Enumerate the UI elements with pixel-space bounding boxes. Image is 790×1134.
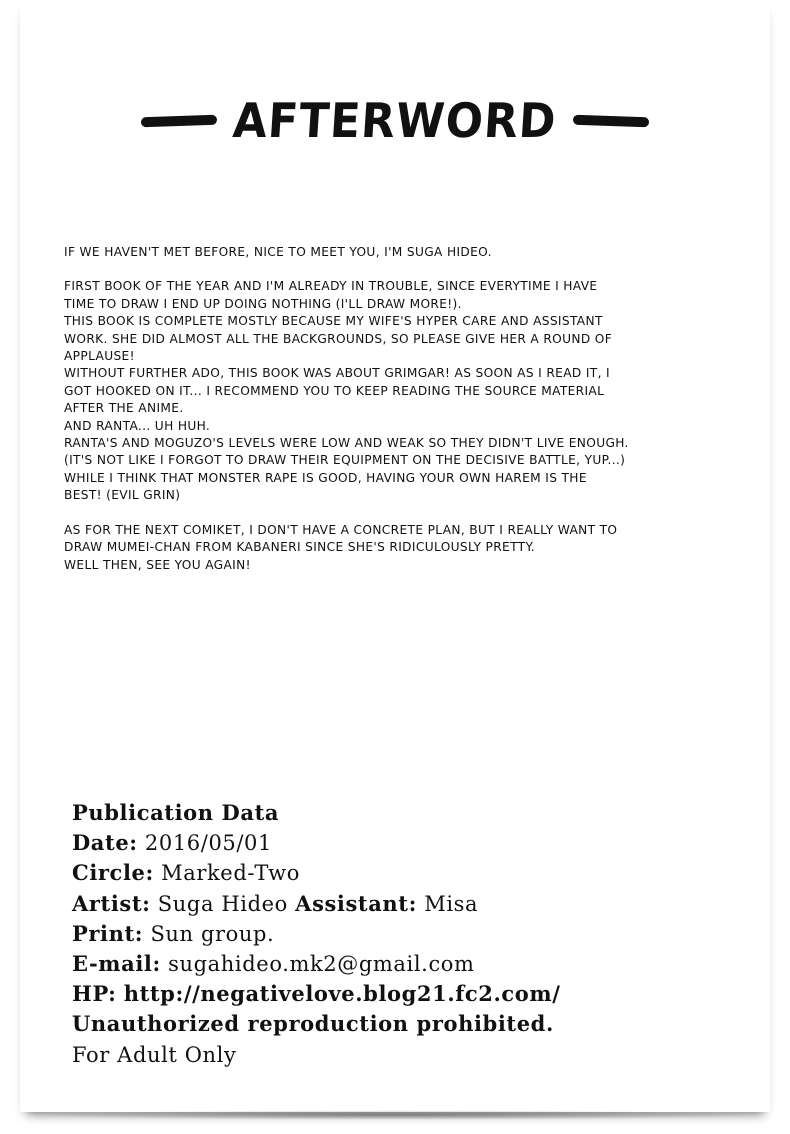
print-value: Sun group. <box>150 921 275 946</box>
hp-label: HP: <box>72 981 117 1007</box>
circle-value: Marked-Two <box>161 861 301 886</box>
publication-heading: Publication Data <box>72 800 280 825</box>
email-label: E-mail: <box>72 951 161 977</box>
artist-label: Artist: <box>72 890 151 916</box>
publication-print <box>72 919 561 949</box>
publication-circle <box>72 858 561 888</box>
publication-data <box>72 798 561 1070</box>
hp-value: http://negativelove.blog21.fc2.com/ <box>123 981 561 1007</box>
afterword-body <box>64 244 744 591</box>
artist-value: Suga Hideo <box>157 891 288 916</box>
page-title: AFTERWORD <box>231 93 559 149</box>
publication-date <box>72 828 561 858</box>
afterword-paragraph-2: FIRST BOOK OF THE YEAR AND I'M ALREADY IN TROUBLE, SINCE EVERYTIME I HAVE TIME TO DRAW I END UP DOING NOTHING (I'LL DRAW MORE!). THIS BOOK IS COMPLETE MOSTLY BECAUSE MY WIFE'S HYPER CARE AND ASSISTANT WORK. SHE DID ALMOST ALL THE BACKGROUNDS, SO PLEASE GIVE HER A ROUND OF APPLAUSE! WITHOUT FURTHER ADO, THIS BOOK WAS ABOUT GRIMGAR! AS SOON AS I READ IT, I GOT HOOKED ON IT... I RECOMMEND YOU TO KEEP READING THE SOURCE MATERIAL AFTER THE ANIME. AND RANTA... UH HUH. RANTA'S AND MOGUZO'S LEVELS WERE LOW AND WEAK SO THEY DIDN'T LIVE ENOUGH. (IT'S NOT LIKE I FORGOT TO DRAW THEIR EQUIPMENT ON THE DECISIVE BATTLE, YUP...) WHILE I THINK THAT MONSTER RAPE IS GOOD, HAVING YOUR OWN HAREM IS THE BEST! (EVIL GRIN) <box>64 279 629 503</box>
date-label: Date: <box>72 830 138 856</box>
assistant-label: Assistant: <box>295 890 417 916</box>
reproduction-notice: Unauthorized reproduction prohibited. <box>72 1011 554 1037</box>
email-value: sugahideo.mk2@gmail.com <box>168 952 475 977</box>
afterword-paragraph-3: AS FOR THE NEXT COMIKET, I DON'T HAVE A CONCRETE PLAN, BUT I REALLY WANT TO DRAW MUMEI-CHAN FROM KABANERI SINCE SHE'S RIDICULOUSLY PRETTY. WELL THEN, SEE YOU AGAIN! <box>64 522 618 572</box>
title-dash-right <box>573 115 649 128</box>
publication-artist <box>72 889 561 919</box>
afterword-paragraph-1: IF WE HAVEN'T MET BEFORE, NICE TO MEET YOU, I'M SUGA HIDEO. <box>64 245 492 259</box>
title-row <box>0 86 790 156</box>
publication-hp <box>72 979 561 1009</box>
title-dash-left <box>141 115 217 128</box>
date-value: 2016/05/01 <box>144 831 272 856</box>
publication-email <box>72 949 561 979</box>
sheet-shadow <box>26 1110 764 1120</box>
adult-notice: For Adult Only <box>72 1042 237 1067</box>
assistant-value: Misa <box>424 891 479 916</box>
print-label: Print: <box>72 920 144 946</box>
circle-label: Circle: <box>72 860 154 886</box>
